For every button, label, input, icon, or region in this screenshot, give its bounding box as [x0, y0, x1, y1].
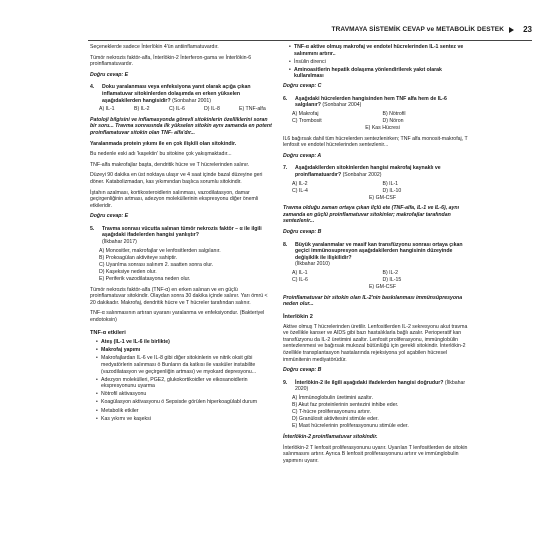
question-text: Aşağıdakilerden sitokinlerden hangisi makrofaj kaynaklı ve proinflamatuardır? (Sonbahar 2002) — [295, 165, 441, 178]
option: A) İmmünoglobulin üretimini azaltır. — [292, 394, 374, 401]
answer-options — [292, 111, 473, 132]
question-number: 6. — [283, 95, 288, 102]
option: C) IL-6 — [292, 277, 308, 284]
option-row — [292, 118, 473, 125]
option: E) TNF-alfa — [239, 106, 266, 113]
list-item: • Adezyon molekülleri, PGE2, glukokortikoidler ve eikosanoidlerin ekspresyonunu uyarma — [96, 377, 274, 390]
option: E) Kas Hücresi — [365, 124, 400, 131]
option: D) IL-10 — [382, 187, 402, 194]
option: B) IL-1 — [382, 180, 399, 187]
option: A) Makrofaj — [292, 110, 319, 117]
list-item: • Aminoasitlerin hepatik dolaşıma yönlendirilerek yakıt olarak kullanılması — [289, 67, 473, 80]
option: B) Prokoagülan aktiviteye sahiptir. — [99, 254, 178, 261]
question-text: Doku yaralanması veya enfeksiyona yanıt olarak açığa çıkan inflamatuvar sitokinlerden dolaşımda en erken yükselen aşağıdakilerden hangisidir? (Sonbahar 2001) — [102, 84, 251, 104]
option: B) Akut faz proteinlerinin sentezini inhibe eder. — [292, 402, 399, 409]
subheading: TNF-α etkileri — [90, 329, 126, 336]
answer-options — [292, 181, 473, 202]
option: D) Granülosit aktivitesini stimüle eder. — [292, 416, 379, 423]
option: D) IL-8 — [204, 106, 220, 113]
option: B) IL-2 — [382, 270, 399, 277]
paragraph: Tümör nekrozis faktör-alfa, İnterlökin-2 İnterferon-gama ve İnterlökin-6 proinflamatuvardır. — [90, 54, 252, 68]
option: A) IL-2 — [292, 180, 308, 187]
paragraph: Aktive olmuş T hücrelerinden üretilir. Lenfositlerden IL-2 sekresyonu akut travma ve özellikle kanser ve AIDS gibi bazı hastalıklarla bağlı azalır. Perioperatif kan transfüzyonu da IL-2 üretimini azaltır. Lenfosit proliferasyonu, immünglobülin sentezlenmesi ve bağırsak mukozal bütünlüğü için gerekli sitokindir. İnterlökin-2 özellikle transplantasyon hastalarında rejeksiyona yol açabilen hücresel immünitenin mediyatörüdür. — [283, 323, 468, 363]
option: B) IL-2 — [134, 106, 150, 113]
list-item: • Kas yıkımı ve kaşeksi — [96, 416, 274, 423]
question-9 — [283, 380, 473, 393]
running-title: TRAVMAYA SİSTEMİK CEVAP ve METABOLİK DESTEK — [331, 26, 504, 33]
subheading: İnterlökin 2 — [283, 314, 313, 320]
question-6 — [283, 96, 473, 109]
play-arrow-icon — [509, 27, 514, 33]
paragraph: IL6 bağırsak dahil tüm hücrelerden sentezlenirken; TNF alfa monosit-makrofaj, T lenfosit ve endotel hücrelerinden sentezlenir... — [283, 135, 468, 149]
answer-line: Doğru cevap: B — [283, 367, 322, 374]
paragraph: İnterlökin-2 T lenfosit proliferasyonunu uyarır. Uyarılan T lenfositlerden de sitokin salınmasını artırır. Ayrıca B lenfosit proliferasyonunu artırır ve immünglobulin yapımını uyarır. — [283, 444, 468, 464]
option-row — [292, 277, 473, 284]
answer-options — [292, 270, 473, 291]
list-item: • Nötrofil aktivasyonu — [96, 391, 274, 398]
answer-line: Doğru cevap: E — [90, 213, 129, 220]
question-text: İnterlökin-2 ile ilgili aşağıdaki ifadelerden hangisi doğrudur? (İlkbahar 2020) — [295, 379, 466, 393]
paragraph: TNF-alfa makrofajlar başta, dendritik hücre ve T hücrelerinden salınır. — [90, 161, 250, 168]
answer-options — [99, 106, 274, 113]
option-row — [292, 111, 473, 118]
question-text: Aşağıdaki hücrelerden hangisinden hem TNF alfa hem de IL-6 salgılanır? (Sonbahar 2004) — [295, 95, 447, 109]
option: D) Nöron — [382, 117, 404, 124]
answer-line: Doğru cevap: B — [283, 229, 322, 236]
question-number: 8. — [283, 241, 288, 248]
option: C) IL-4 — [292, 187, 308, 194]
list-item: • Makrofaj yapımı — [96, 347, 274, 354]
paragraph: Tümör nekrozis faktör-alfa (TNF-α) en erken salınan ve en güçlü proinflamatuvar sitokindir. Olaydan sonra 30 dakika içinde salınır. Yarı ömrü < 20 dakikadır. Makrofaj, dendritik hücre ve T hücreler tarafından salınır. — [90, 286, 268, 306]
option-row — [292, 188, 473, 195]
option-row — [99, 106, 274, 113]
list-item: • TNF-α aktive olmuş makrofaj ve endotel hücrelerinden IL-1 sentez ve salınımını artırır.. — [289, 44, 473, 57]
list-item: • İnsülin direnci — [289, 59, 473, 66]
option: C) T-hücre proliferasyonunu artırır. — [292, 409, 372, 416]
page-header — [88, 26, 532, 38]
explanation: İnterlökin-2 proinflamatuvar sitokindir. — [283, 433, 378, 440]
option-row — [292, 270, 473, 277]
bullet-list — [289, 44, 473, 80]
option: E) Periferik vazodilatasyona neden olur. — [99, 276, 191, 283]
question-number: 9. — [283, 379, 288, 386]
question-8 — [283, 242, 473, 268]
option: A) IL-1 — [292, 270, 308, 277]
list-item: • Koagülasyon aktivasyonu ö Sepsisde görülen hiperkoagülabl durum — [96, 399, 274, 406]
answer-line: Doğru cevap: E — [90, 71, 129, 78]
option: A) IL-1 — [99, 106, 115, 113]
list-item: • Metabolik etkiler — [96, 408, 274, 415]
answer-line: Doğru cevap: C — [283, 82, 322, 89]
option: C) Trombosit — [292, 117, 322, 124]
question-number: 5. — [90, 225, 95, 232]
question-number: 4. — [90, 84, 95, 91]
left-column — [90, 44, 274, 424]
question-number: 7. — [283, 165, 288, 172]
header-divider — [88, 40, 532, 41]
list-item: • Ateş (IL-1 ve IL-6 ile birlikte) — [96, 339, 274, 346]
page-number: 23 — [523, 25, 532, 34]
option: D) IL-15 — [382, 277, 402, 284]
question-7 — [283, 165, 473, 178]
right-column — [283, 44, 473, 468]
option: E) GM-CSF — [368, 284, 397, 291]
paragraph: TNF-α salınmasının artıran uyaranı yaralanma ve enfeksiyondur. (Bakteriyel endotoksin) — [90, 310, 265, 323]
answer-line: Doğru cevap: A — [283, 152, 322, 159]
explanation: Proinflamatuvar bir sitokin olan IL-2'nin baskılanması immünsüpresyona neden olur... — [283, 294, 463, 308]
option-row — [292, 181, 473, 188]
paragraph: İştahın azalması, kortikosteroidlerin salınması, vazodilatasyon, damar geçirgenliğinin artması, adezyon moleküllerinin ekspresyonu diğer önemli etkileridir. — [90, 189, 259, 209]
answer-options — [99, 248, 274, 283]
bullet-list — [96, 339, 274, 422]
question-text: Travma sonrası vücutta salınan tümör nekrozis faktör – α ile ilgili aşağıdaki ifadelerden hangisi yanlıştır? (İlkbahar 2017) — [102, 225, 262, 246]
list-item: • Makrofajlardan IL-6 ve IL-8 gibi diğer sitokinlerin ve nitrik oksit gibi medyatörlerin salınması ö Bunların da katkısı ile vasküler instabilite (vazodilatasyon ve geçirgenliğin artması) ve myokard depresyonu... — [96, 355, 274, 375]
option: C) Uyarılma sonrası salınım 2. saatten sonra olur. — [99, 261, 214, 268]
option: A) Monositler, makrofajlar ve lenfositlerden salgılanır. — [99, 247, 221, 254]
paragraph: Bu nedenle eski adı 'kaşektin' bu sitokine çok yakışmaktadır... — [90, 151, 232, 158]
paragraph: Düzeyi 90 dakika en üst noktaya ulaşır ve 4 saat içinde bazal düzeyine geri döner. Katabolizmadan, kas yıkımından başlıca sorumlu sitokindir. — [90, 172, 263, 185]
option: E) Mast hücrelerinin proliferasyonunu stimüle eder. — [292, 423, 409, 430]
option: B) Nötrofil — [382, 110, 406, 117]
question-5 — [90, 226, 274, 246]
paragraph: Yaralanmada protein yıkımı ile en çok ilişkili olan sitokindir. — [90, 140, 237, 147]
question-text: Büyük yaralanmalar ve masif kan transfüzyonu sonrası ortaya çıkan geçici immünosupresyon aşağıdakilerden hangisinin düzeyinde değişiklik ile ilişkilidir? (İlkbahar 2010) — [295, 241, 463, 268]
question-4 — [90, 84, 274, 104]
option: D) Kaşeksiye neden olur. — [99, 268, 157, 275]
option: C) IL-6 — [169, 106, 185, 113]
option: E) GM-CSF — [368, 194, 397, 201]
explanation: Travma olduğu zaman ortaya çıkan ilçlü ete (TNF-alfa, IL-1 ve IL-6), aynı zamanda en güçlü proinflamatuvar sitokinler; makrofajlar tarafından sentezlenir... — [283, 205, 460, 225]
answer-options — [292, 395, 473, 430]
paragraph: Seçeneklerde sadece İnterlökin 4'ün antiinflamatuvardır. — [90, 44, 219, 50]
explanation: Patoloji bilgisini ve inflamasyonda görevli sitokinlerin özelliklerini soran bir soru... Travma sonrasında ilk yükselen sitokin aynı zamanda en potent proinflamatuvar sitokin olan TNF- alfa'dır... — [90, 116, 272, 136]
